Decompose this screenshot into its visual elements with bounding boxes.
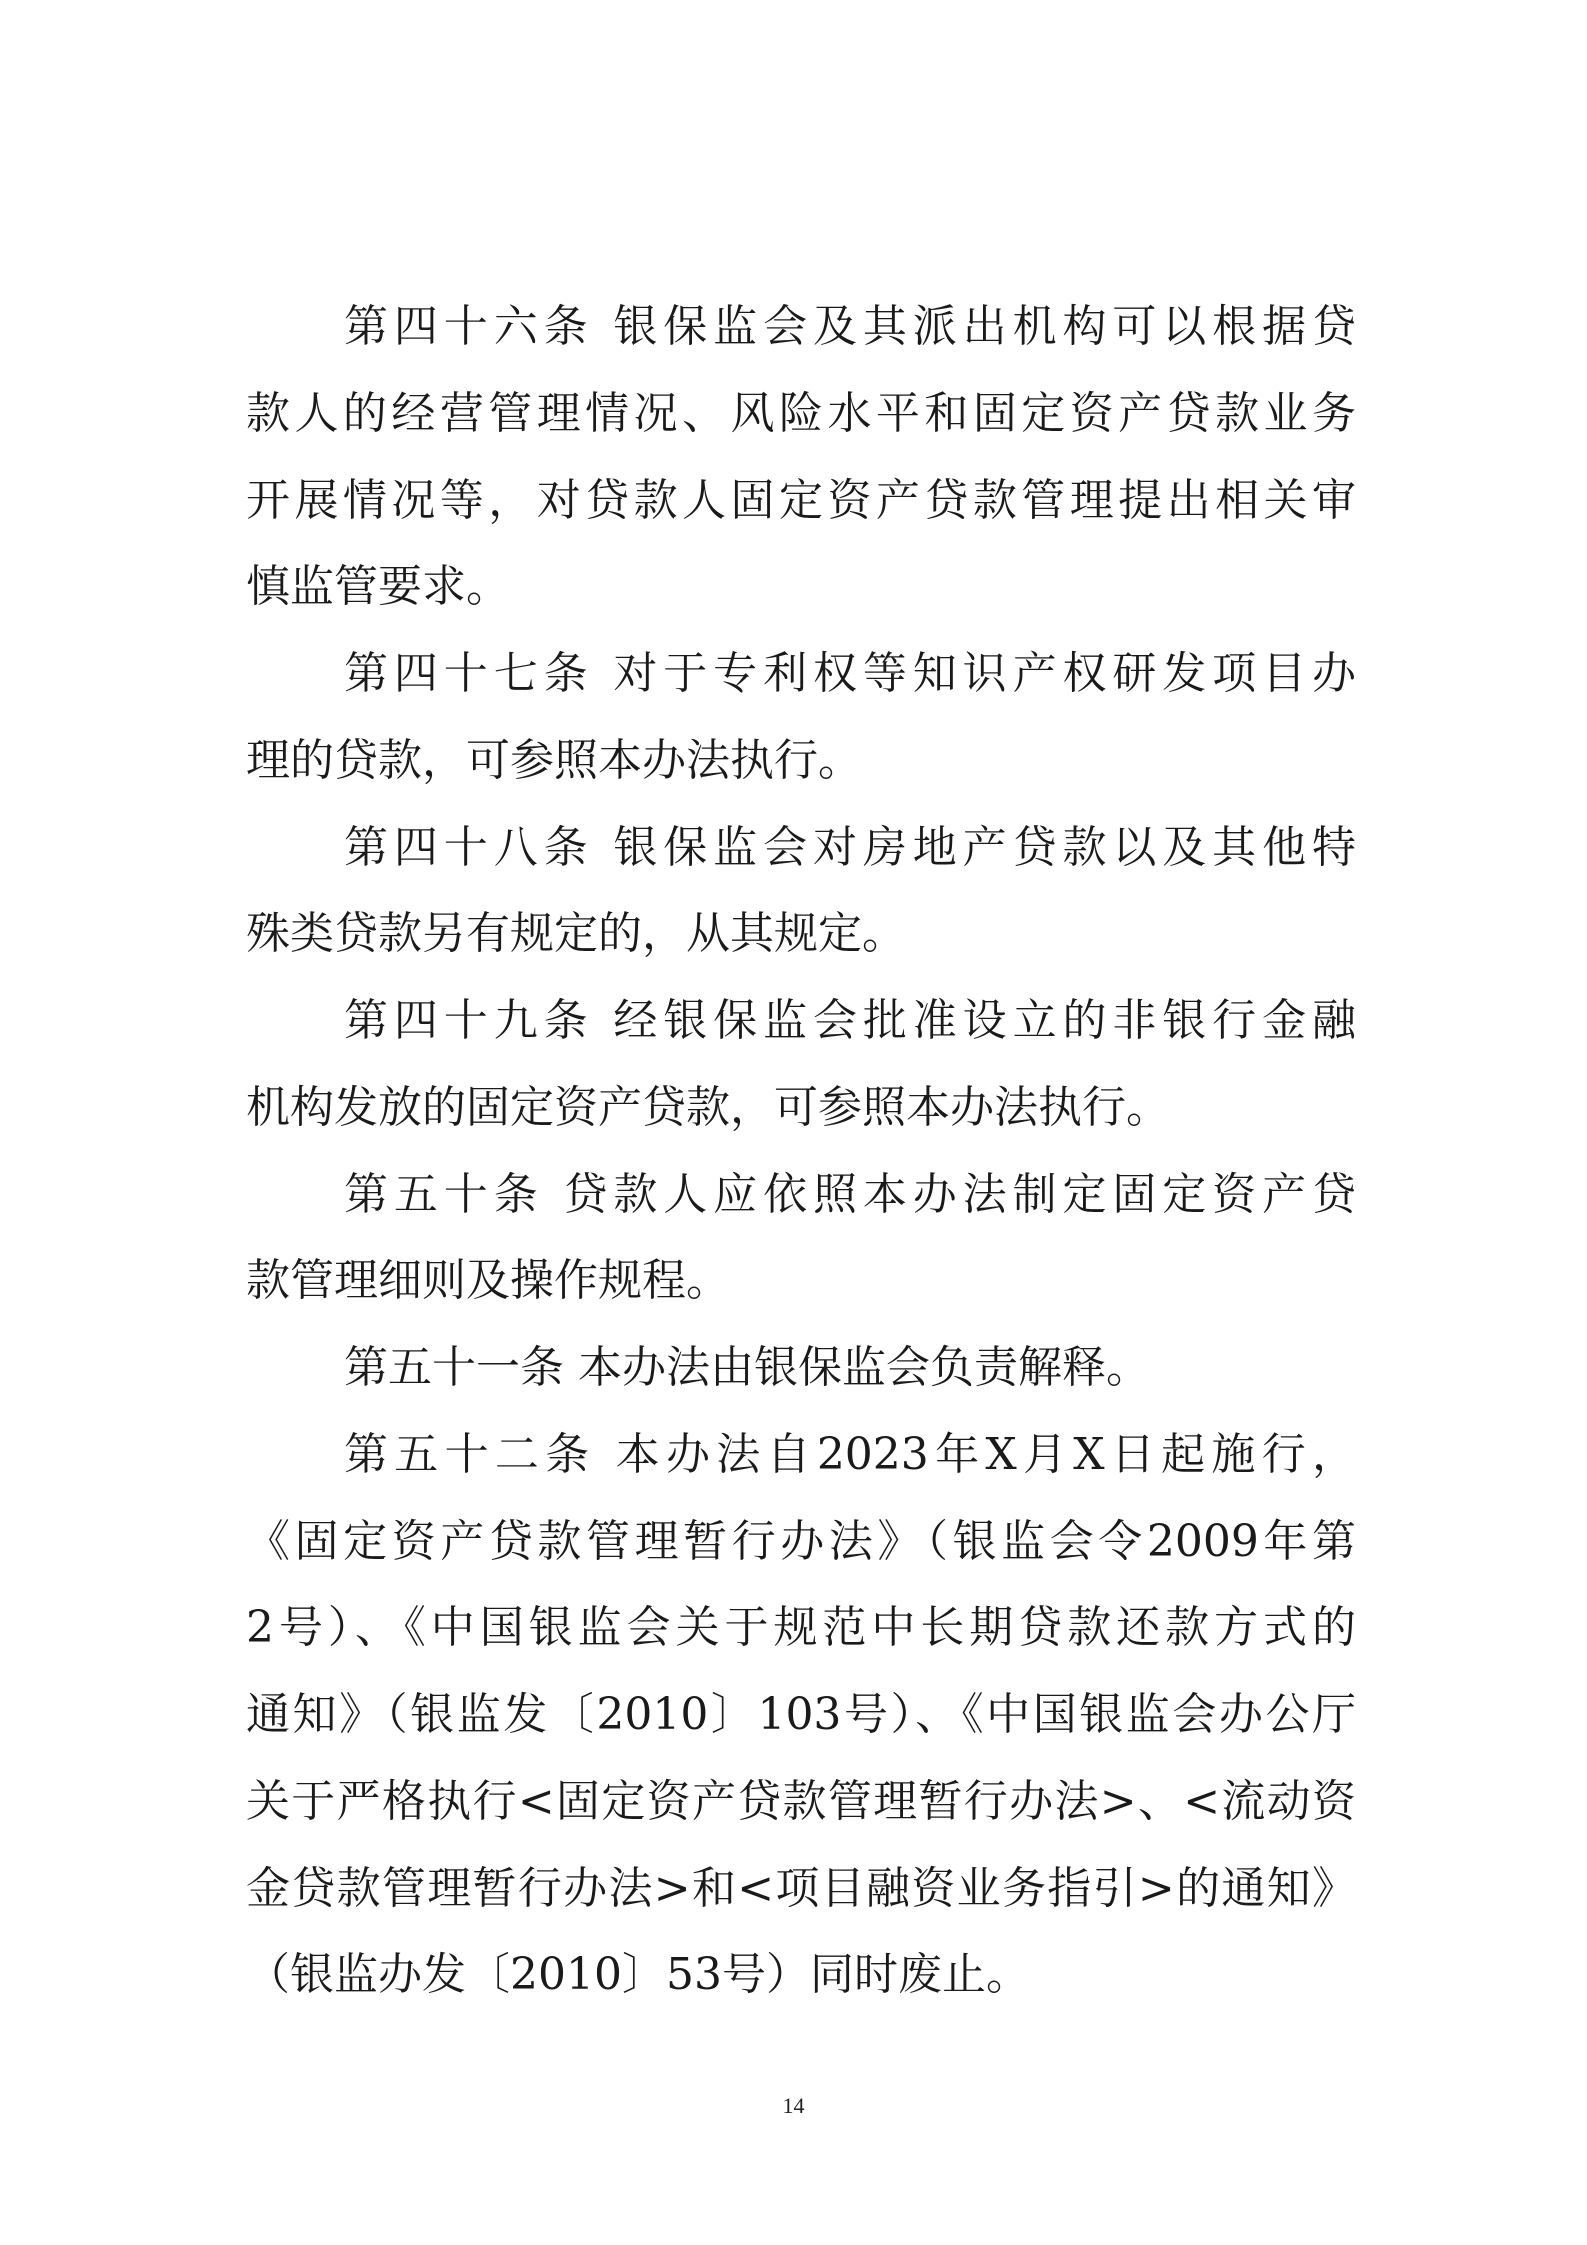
article-48-line-1: 第四十八条 银保监会对房地产贷款以及其他特	[344, 822, 1356, 873]
article-52-line-5: 关于严格执行<固定资产贷款管理暂行办法>、<流动资	[246, 1776, 1356, 1827]
article-50-line-2: 款管理细则及操作规程。	[246, 1255, 730, 1306]
article-51-line-1: 第五十一条 本办法由银保监会负责解释。	[344, 1342, 1150, 1393]
article-46-line-1: 第四十六条 银保监会及其派出机构可以根据贷	[344, 301, 1356, 352]
article-46-line-2: 款人的经营管理情况、风险水平和固定资产贷款业务	[246, 388, 1356, 439]
article-52-line-2: 《固定资产贷款管理暂行办法》（银监会令2009年第	[246, 1516, 1356, 1567]
article-47-line-2: 理的贷款，可参照本办法执行。	[246, 735, 862, 786]
article-50-line-1: 第五十条 贷款人应依照本办法制定固定资产贷	[344, 1169, 1356, 1220]
page-number: 14	[782, 2093, 805, 2118]
article-52-line-7: （银监办发〔2010〕53号）同时废止。	[246, 1949, 1030, 2000]
article-49-line-2: 机构发放的固定资产贷款，可参照本办法执行。	[246, 1082, 1170, 1133]
article-52-line-4: 通知》（银监发〔2010〕103号）、《中国银监会办公厅	[246, 1689, 1356, 1740]
article-49-line-1: 第四十九条 经银保监会批准设立的非银行金融	[344, 995, 1356, 1046]
article-46-line-3: 开展情况等，对贷款人固定资产贷款管理提出相关审	[246, 475, 1356, 526]
article-48-line-2: 殊类贷款另有规定的，从其规定。	[246, 908, 906, 959]
article-52-line-6: 金贷款管理暂行办法>和<项目融资业务指引>的通知》	[246, 1863, 1356, 1914]
article-52-line-1: 第五十二条 本办法自2023年X月X日起施行，	[344, 1429, 1356, 1480]
article-52-line-3: 2号）、《中国银监会关于规范中长期贷款还款方式的	[246, 1602, 1356, 1653]
article-47-line-1: 第四十七条 对于专利权等知识产权研发项目办	[344, 648, 1356, 699]
article-46-line-4: 慎监管要求。	[246, 561, 510, 612]
